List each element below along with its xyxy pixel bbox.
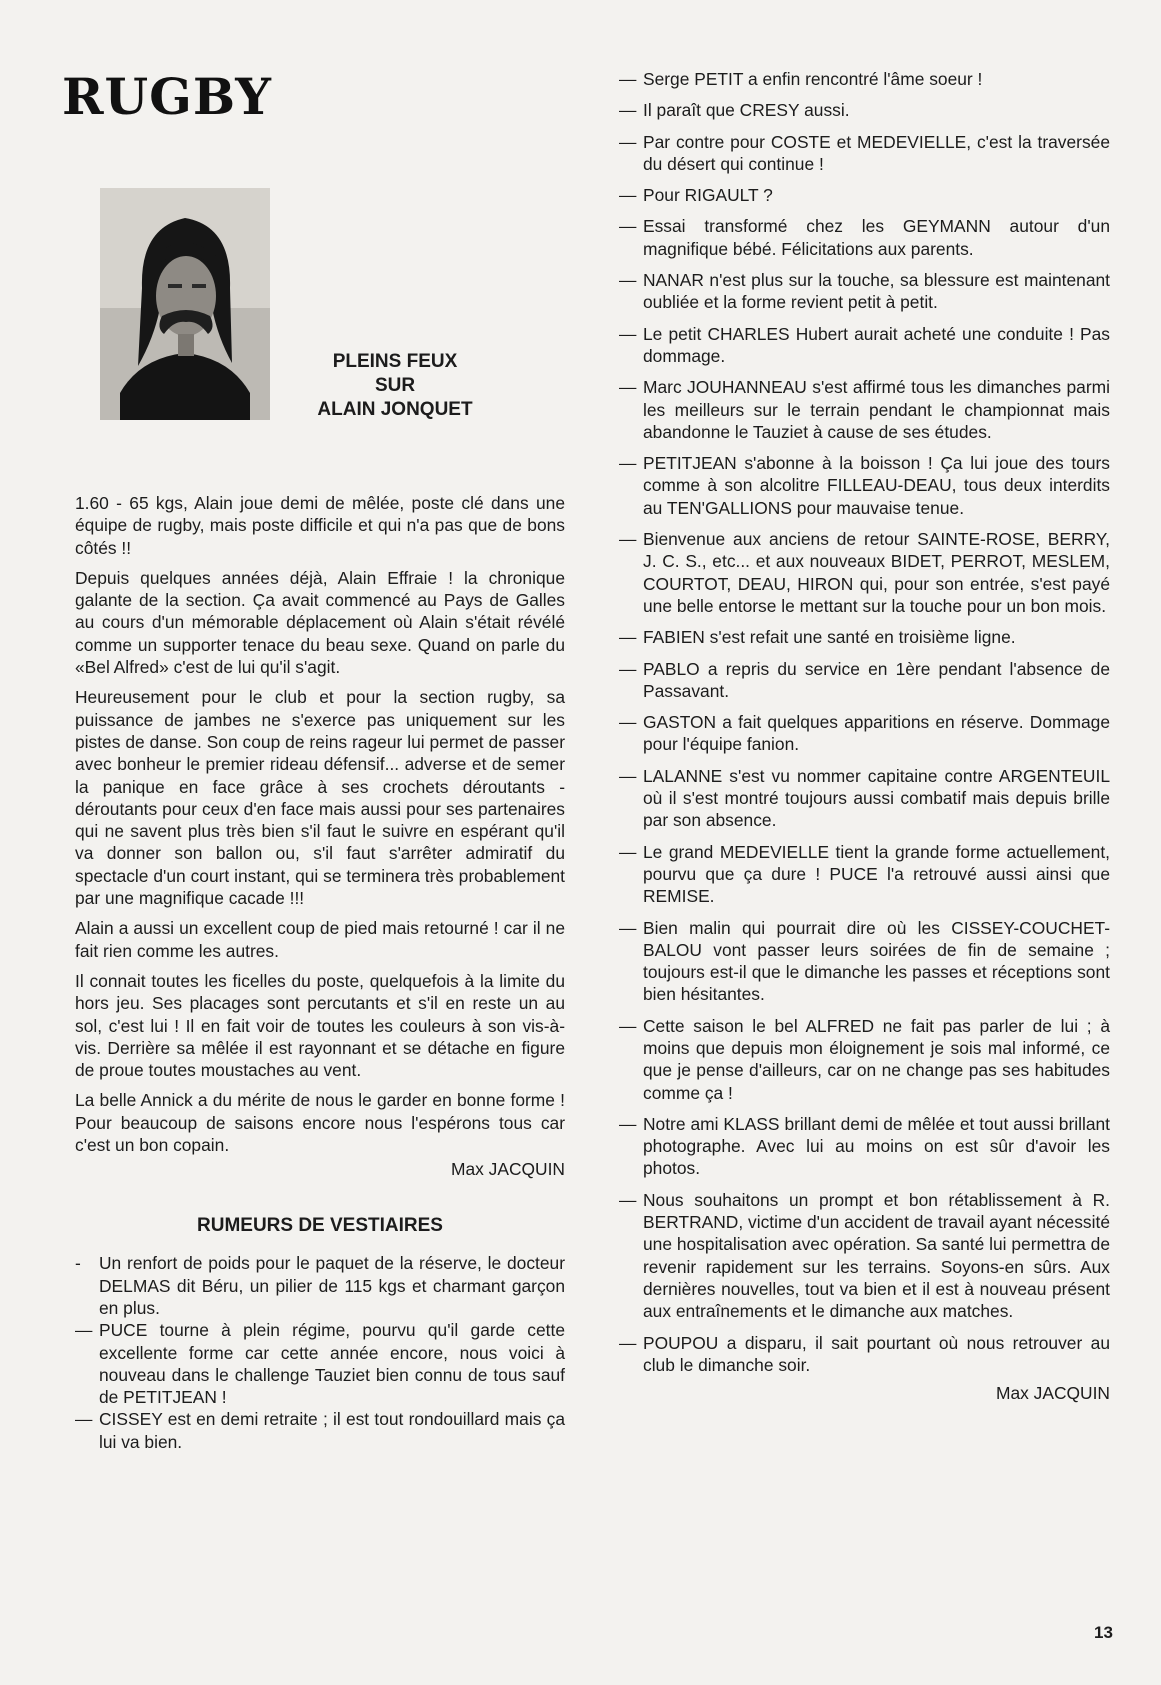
section-masthead: RUGBY — [62, 67, 272, 126]
rumor-item — [75, 1252, 565, 1319]
rumor-text: Nous souhaitons un prompt et bon rétablissement à R. BERTRAND, victime d'un accident de travail ayant nécessité une hospitalisation avec opération. Sa santé lui permettra de revenir rapidement sur les terrains. Soyons-en sûrs. Aux dernières nouvelles, tout va bien et il est à nouveau présent aux entraînements et le dimanche aux matches. — [643, 1189, 1110, 1322]
bullet-dash: — — [619, 529, 637, 550]
rumor-item — [619, 626, 1110, 648]
spotlight-line-2: SUR — [374, 375, 416, 396]
rumor-text: GASTON a fait quelques apparitions en réserve. Dommage pour l'équipe fanion. — [643, 712, 1110, 755]
bullet-dash: — — [619, 453, 637, 474]
article-paragraph: Alain a aussi un excellent coup de pied mais retourné ! car il ne fait rien comme les autres. — [75, 918, 565, 961]
rumor-item — [619, 131, 1110, 176]
rumor-item — [619, 323, 1110, 368]
rumor-item — [619, 711, 1110, 756]
rumor-item — [619, 376, 1110, 443]
rumor-text: Le petit CHARLES Hubert aurait acheté une conduite ! Pas dommage. — [643, 323, 1110, 366]
bullet-dash: — — [619, 100, 637, 121]
rumor-text: Bien malin qui pourrait dire où les CISSEY-COUCHET-BALOU vont passer leurs soirées de fin de semaine ; toujours est-il que le dimanche les passes et réceptions sont bien hésitantes. — [643, 917, 1110, 1005]
rumor-text: Marc JOUHANNEAU s'est affirmé tous les dimanches parmi les meilleurs sur le terrain pendant le championnat mais abandonne le Tauziet à cause de ses études. — [643, 377, 1110, 442]
rumor-item — [75, 1408, 565, 1453]
bullet-dash: — — [619, 1189, 637, 1210]
rumor-item — [619, 917, 1110, 1006]
rumors-author: Max JACQUIN — [995, 1383, 1110, 1404]
rumors-title: RUMEURS DE VESTIAIRES — [197, 1215, 443, 1237]
rumor-item — [619, 1113, 1110, 1180]
rumor-text: NANAR n'est plus sur la touche, sa blessure est maintenant oubliée et la forme revient petit à petit. — [643, 270, 1110, 313]
spotlight-heading — [285, 350, 505, 422]
rumor-text: Un renfort de poids pour le paquet de la réserve, le docteur DELMAS dit Béru, un pilier de 115 kgs et charmant garçon en plus. — [99, 1253, 565, 1318]
article-paragraph: Depuis quelques années déjà, Alain Effraie ! la chronique galante de la section. Ça avait commencé au Pays de Galles au cours d'un mémorable déplacement où Alain s'était révélé comme un supporter tenace du beau sexe. Quand on parle du «Bel Alfred» c'est de lui qu'il s'agit. — [75, 567, 565, 678]
article-paragraph: 1.60 - 65 kgs, Alain joue demi de mêlée, poste clé dans une équipe de rugby, mais poste difficile et qui n'a pas que de bons côtés !! — [75, 493, 565, 558]
right-column — [619, 68, 1110, 1404]
spotlight-line-3: ALAIN JONQUET — [317, 399, 473, 420]
bullet-dash: — — [619, 658, 637, 679]
bullet-dash: — — [619, 323, 637, 344]
bullet-dash: — — [619, 216, 637, 237]
rumor-item — [619, 1332, 1110, 1377]
portrait-photo — [100, 188, 270, 420]
spotlight-line-1: PLEINS FEUX — [332, 351, 458, 372]
bullet-dash: — — [619, 917, 637, 938]
left-column — [75, 492, 565, 1453]
portrait-illustration — [100, 188, 270, 420]
rumor-item — [619, 1015, 1110, 1104]
rumor-item — [619, 528, 1110, 617]
article-paragraph: Heureusement pour le club et pour la section rugby, sa puissance de jambes ne s'exerce pas uniquement sur les pistes de danse. Son coup de reins rageur lui permet de passer avec bonheur le premier rideau défensif... adverse et de semer la panique en face grâce à ses crochets déroutants - déroutants pour ceux d'en face mais aussi pour ses partenaires qui ne savent plus très bien s'il faut le suivre en espérant qu'il va donner son ballon ou, s'il faut s'arrêter admiratif du spectacle d'un court instant, qui se terminera très probablement par une magnifique cacade !!! — [75, 687, 565, 909]
rumor-item — [619, 452, 1110, 519]
rumor-text: POUPOU a disparu, il sait pourtant où nous retrouver au club le dimanche soir. — [643, 1332, 1110, 1375]
bullet-dash: — — [75, 1409, 93, 1430]
rumor-text: Le grand MEDEVIELLE tient la grande forme actuellement, pourvu que ça dure ! PUCE l'a retrouvé aussi ainsi que REMISE. — [643, 841, 1110, 907]
bullet-dash: — — [619, 1113, 637, 1134]
rumor-text: Il paraît que CRESY aussi. — [643, 100, 850, 121]
bullet-dash: — — [619, 1015, 637, 1036]
bullet-dash: — — [619, 69, 637, 89]
bullet-dash: — — [619, 185, 637, 206]
rumor-item — [619, 765, 1110, 832]
rumor-text: FABIEN s'est refait une santé en troisième ligne. — [643, 627, 1016, 648]
bullet-dash: — — [619, 627, 637, 648]
rumor-text: Notre ami KLASS brillant demi de mêlée et tout aussi brillant photographe. Avec lui au moins on est sûr d'avoir les photos. — [643, 1113, 1110, 1179]
bullet-dash: — — [619, 712, 637, 733]
rumor-text: LALANNE s'est vu nommer capitaine contre ARGENTEUIL où il s'est montré toujours aussi combatif mais depuis brille par son absence. — [643, 765, 1110, 831]
bullet-dash: — — [619, 765, 637, 786]
rumor-item — [619, 1189, 1110, 1323]
article-author: Max JACQUIN — [450, 1159, 565, 1180]
rumor-text: PABLO a repris du service en 1ère pendant l'absence de Passavant. — [643, 658, 1110, 701]
rumor-text: Bienvenue aux anciens de retour SAINTE-ROSE, BERRY, J. C. S., etc... et aux nouveaux BIDET, PERROT, MESLEM, COURTOT, DEAU, HIRON qui, pour son entrée, s'est payé une belle entorse le mettant sur la touche pour un bon mois. — [643, 529, 1110, 616]
bullet-dash: — — [75, 1320, 93, 1341]
rumor-item — [619, 841, 1110, 908]
rumor-item — [619, 215, 1110, 260]
bullet-dash: - — [75, 1253, 81, 1274]
rumor-item — [75, 1319, 565, 1408]
rumor-text: PETITJEAN s'abonne à la boisson ! Ça lui joue des tours comme à son alcolitre FILLEAU-DEAU, tous deux interdits au TEN'GALLIONS pour mauvaise tenue. — [643, 453, 1110, 518]
article-paragraph: La belle Annick a du mérite de nous le garder en bonne forme ! Pour beaucoup de saisons encore nous l'espérons tous car c'est un bon copain. — [75, 1090, 565, 1156]
rumor-item — [619, 99, 1110, 121]
bullet-dash: — — [619, 270, 637, 291]
rumor-text: Serge PETIT a enfin rencontré l'âme soeur ! — [643, 69, 983, 89]
rumor-item — [619, 658, 1110, 703]
rumor-text: Pour RIGAULT ? — [643, 185, 773, 206]
rumor-item — [619, 184, 1110, 206]
rumor-item — [619, 269, 1110, 314]
rumor-text: CISSEY est en demi retraite ; il est tout rondouillard mais ça lui va bien. — [99, 1409, 565, 1452]
rumor-text: Cette saison le bel ALFRED ne fait pas parler de lui ; à moins que depuis mon éloignement je sois mal informé, ce que je pense d'ailleurs, car on ne change pas ses habitudes comme ça ! — [643, 1015, 1110, 1103]
rumor-item — [619, 68, 1110, 90]
rumor-text: PUCE tourne à plein régime, pourvu qu'il garde cette excellente forme car cette année encore, nous voici à nouveau dans le challenge Tauziet bien connu de tous sauf de PETITJEAN ! — [99, 1320, 565, 1408]
bullet-dash: — — [619, 377, 637, 398]
bullet-dash: — — [619, 1332, 637, 1353]
page-number: 13 — [1094, 1623, 1113, 1642]
bullet-dash: — — [619, 131, 637, 152]
article-paragraph: Il connait toutes les ficelles du poste, quelquefois à la limite du hors jeu. Ses placages sont percutants et s'il en reste un au sol, c'est lui ! Il en fait voir de toutes les couleurs à son vis-à-vis. Derrière sa mêlée il est rayonnant et se détache en figure de proue toutes moustaches au vent. — [75, 970, 565, 1081]
rumor-text: Par contre pour COSTE et MEDEVIELLE, c'est la traversée du désert qui continue ! — [643, 131, 1110, 174]
rumor-text: Essai transformé chez les GEYMANN autour d'un magnifique bébé. Félicitations aux parents. — [643, 216, 1110, 259]
bullet-dash: — — [619, 841, 637, 862]
